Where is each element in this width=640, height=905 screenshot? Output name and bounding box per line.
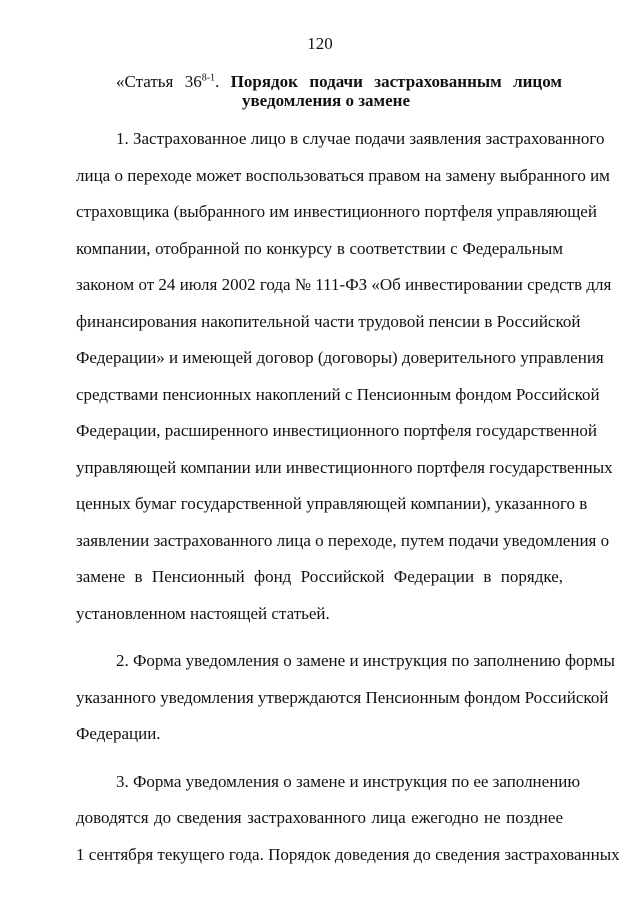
paragraph-line: средствами пенсионных накоплений с Пенсионным фондом Российской: [76, 384, 600, 404]
paragraph-line: доводятся до сведения застрахованного лица ежегодно не позднее: [76, 808, 563, 827]
article-prefix: «Статья: [116, 72, 174, 91]
paragraph-line: лица о переходе может воспользоваться правом на замену выбранного им: [76, 165, 610, 185]
paragraph-line: ценных бумаг государственной управляющей компании), указанного в: [76, 494, 588, 513]
article-number-superscript: 8-1: [201, 72, 216, 84]
paragraph-line: 3. Форма уведомления о замене и инструкция по ее заполнению: [116, 771, 581, 791]
paragraph-line: указанного уведомления утверждаются Пенсионным фондом Российской: [76, 687, 609, 707]
paragraph-line: финансирования накопительной части трудовой пенсии в Российской: [76, 311, 581, 331]
paragraph-2: [76, 643, 615, 753]
paragraph-line: замене в Пенсионный фонд Российской Федерации в порядке,: [76, 567, 563, 586]
paragraph-gap: [76, 753, 563, 764]
paragraph-gap: [76, 632, 563, 643]
page-number: 120: [307, 34, 333, 53]
paragraph-line: 1 сентября текущего года. Порядок доведения до сведения застрахованных: [76, 844, 620, 864]
article-number: 36$^{8-1}$.: [184, 72, 220, 91]
paragraph-line: 1. Застрахованное лицо в случае подачи заявления застрахованного: [116, 129, 605, 148]
article-title-word: подачи: [309, 72, 363, 91]
paragraph-line: управляющей компании или инвестиционного портфеля государственных: [76, 457, 613, 477]
article-body: [76, 121, 620, 873]
article-title-line-2: уведомления о замене: [242, 91, 411, 110]
article-title-word: застрахованным: [374, 72, 502, 91]
paragraph-line: Федерации» и имеющей договор (договоры) доверительного управления: [76, 348, 604, 367]
paragraph-line: 2. Форма уведомления о замене и инструкция по заполнению формы: [116, 651, 615, 670]
paragraph-line: установленном настоящей статьей.: [76, 603, 330, 623]
paragraph-line: Федерации.: [76, 724, 161, 743]
article-title-word: лицом: [513, 72, 562, 91]
article-title-word: Порядок: [230, 72, 298, 91]
paragraph-line: заявлении застрахованного лица о переходе, путем подачи уведомления о: [76, 530, 610, 550]
article-heading-line-1: [116, 72, 562, 91]
paragraph-1: [76, 121, 613, 632]
paragraph-line: страховщика (выбранного им инвестиционного портфеля управляющей: [76, 202, 597, 221]
paragraph-3: [76, 764, 620, 874]
article-heading: [116, 72, 562, 110]
paragraph-line: Федерации, расширенного инвестиционного портфеля государственной: [76, 421, 598, 440]
paragraph-line: законом от 24 июля 2002 года № 111-ФЗ «Об инвестировании средств для: [76, 275, 612, 294]
paragraph-line: компании, отобранной по конкурсу в соответствии с Федеральным: [76, 238, 563, 258]
